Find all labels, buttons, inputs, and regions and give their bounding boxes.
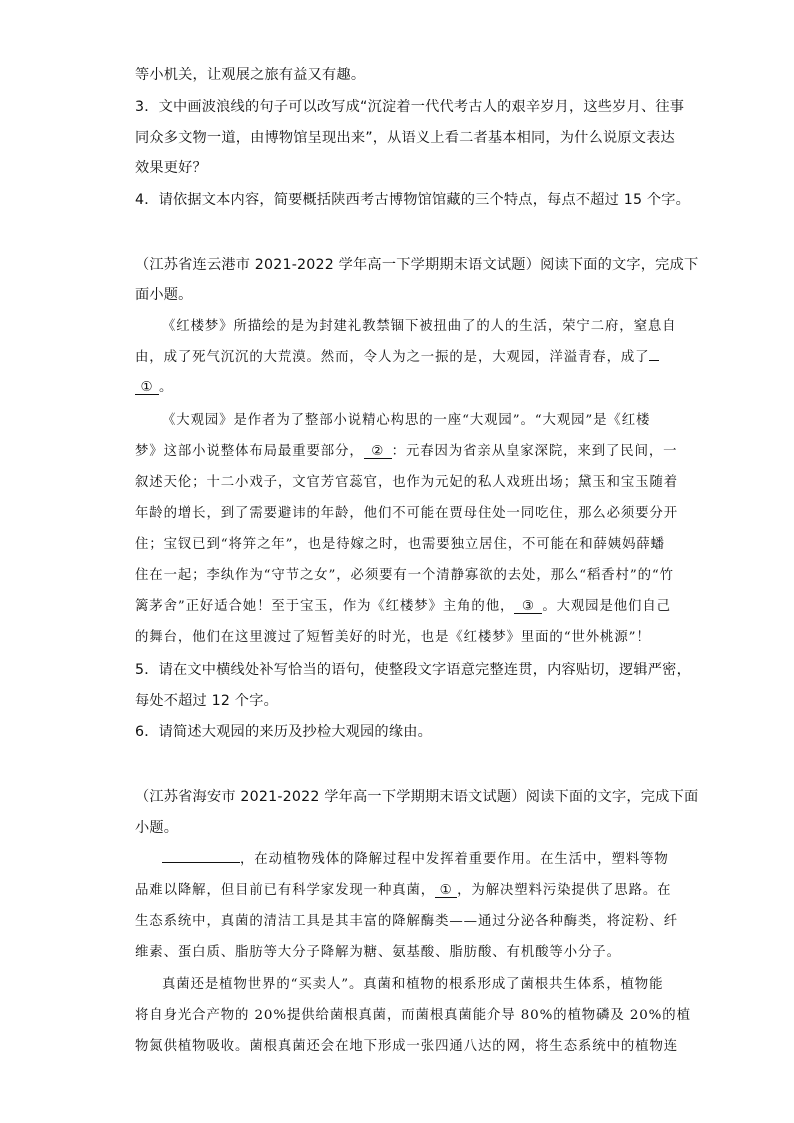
s3-p2-line-1: 真菌还是植物世界的“买卖人”。真菌和植物的根系形成了菌根共生体系，植物能 — [162, 977, 664, 992]
s2-p2-line-6: 住在一起；李纨作为“守节之女”，必须要有一个清静寡欲的去处，那么“稻香村”的“竹 — [135, 568, 674, 583]
s3-p2-line-3: 物氮供植物吸收。菌根真菌还会在地下形成一张四通八达的网，将生态系统中的植物连 — [135, 1039, 679, 1054]
s2-p2-line-4: 年龄的增长，到了需要避讳的年龄，他们不可能在贾母住处一同吃住，那么必须要分开 — [135, 506, 679, 521]
question-3-line-2: 同众多文物一道，由博物馆呈现出来”，从语义上看二者基本相同，为什么说原文表达 — [135, 130, 675, 146]
question-4: 4．请依据文本内容，简要概括陕西考古博物馆馆藏的三个特点，每点不超过 15 个字。 — [135, 192, 691, 208]
s3-blank-1-marker: ① — [435, 884, 457, 898]
blank-3-marker: ③ — [514, 600, 542, 614]
s2-p2-line-3: 叙述天伦；十二小戏子，文官芳官蕊官，也作为元妃的私人戏班出场；黛玉和宝玉随着 — [135, 475, 679, 490]
blank-2-marker: ② — [364, 445, 392, 459]
blank-1-marker: ① — [135, 381, 159, 395]
section-3-header-line-1: （江苏省海安市 2021-2022 学年高一下学期期末语文试题）阅读下面的文字，完成下面 — [135, 789, 699, 805]
question-3-line-1: 3．文中画波浪线的句子可以改写成“沉淀着一代代考古人的艰辛岁月，这些岁月、往事 — [135, 99, 685, 115]
s3-p1-line-2: 品难以降解，但目前已有科学家发现一种真菌， ① ，为解决塑料污染提供了思路。在 — [135, 883, 672, 898]
section-3-header-line-2: 小题。 — [135, 820, 179, 836]
s2-p2-line-8: 的舞台，他们在这里渡过了短暂美好的时光，也是《红楼梦》里面的“世外桃源”！ — [135, 630, 651, 645]
question-6: 6．请简述大观园的来历及抄检大观园的缘由。 — [135, 724, 432, 740]
question-5-line-1: 5．请在文中横线处补写恰当的语句，使整段文字语意完整连贯，内容贴切，逻辑严密， — [135, 662, 691, 678]
question-3-line-3: 效果更好？ — [135, 160, 207, 176]
s3-p1-line-4: 维素、蛋白质、脂肪等大分子降解为糖、氨基酸、脂肪酸、有机酸等小分子。 — [135, 945, 621, 960]
s2-p2-line-5: 住；宝钗已到“将笄之年”，也是待嫁之时，也需要独立居住，不可能在和薛姨妈薛蟠 — [135, 537, 665, 552]
intro-tail-line: 等小机关，让观展之旅有益又有趣。 — [135, 67, 366, 83]
section-2-header-line-2: 面小题。 — [135, 287, 193, 303]
section-2-header-line-1: （江苏省连云港市 2021-2022 学年高一下学期期末语文试题）阅读下面的文字，完成下 — [135, 257, 699, 273]
blank-1-tail — [649, 360, 659, 361]
blank-topic — [162, 862, 240, 863]
s2-p2-line-2: 梦》这部小说整体布局最重要部分， ② ：元春因为省亲从皇家深院，来到了民间，一 — [135, 444, 678, 459]
s3-p1-line-1: ，在动植物残体的降解过程中发挥着重要作用。在生活中，塑料等物 — [162, 853, 669, 866]
s2-p1-line-2: 由，成了死气沉沉的大荒漠。然而，令人为之一振的是，大观园，洋溢青春，成了 — [135, 351, 659, 364]
question-5-line-2: 每处不超过 12 个字。 — [135, 693, 278, 709]
s3-p2-line-2: 将自身光合产物的 20%提供给菌根真菌，而菌根真菌能介导 80%的植物磷及 20%的植 — [135, 1008, 691, 1023]
s3-p1-line-3: 生态系统中，真菌的清洁工具是其丰富的降解酶类——通过分泌各种酶类，将淀粉、纤 — [135, 914, 679, 929]
s2-p1-line-3: ① 。 — [135, 381, 173, 395]
s2-p1-line-1: 《红楼梦》所描绘的是为封建礼教禁锢下被扭曲了的人的生活，荣宁二府，窒息自 — [162, 319, 677, 334]
s2-p2-line-1: 《大观园》是作者为了整部小说精心构思的一座“大观园”。“大观园”是《红楼 — [162, 413, 651, 428]
s2-p2-line-7: 篱茅舍”正好适合她！至于宝玉，作为《红楼梦》主角的他， ③ 。大观园是他们自己 — [135, 599, 671, 614]
